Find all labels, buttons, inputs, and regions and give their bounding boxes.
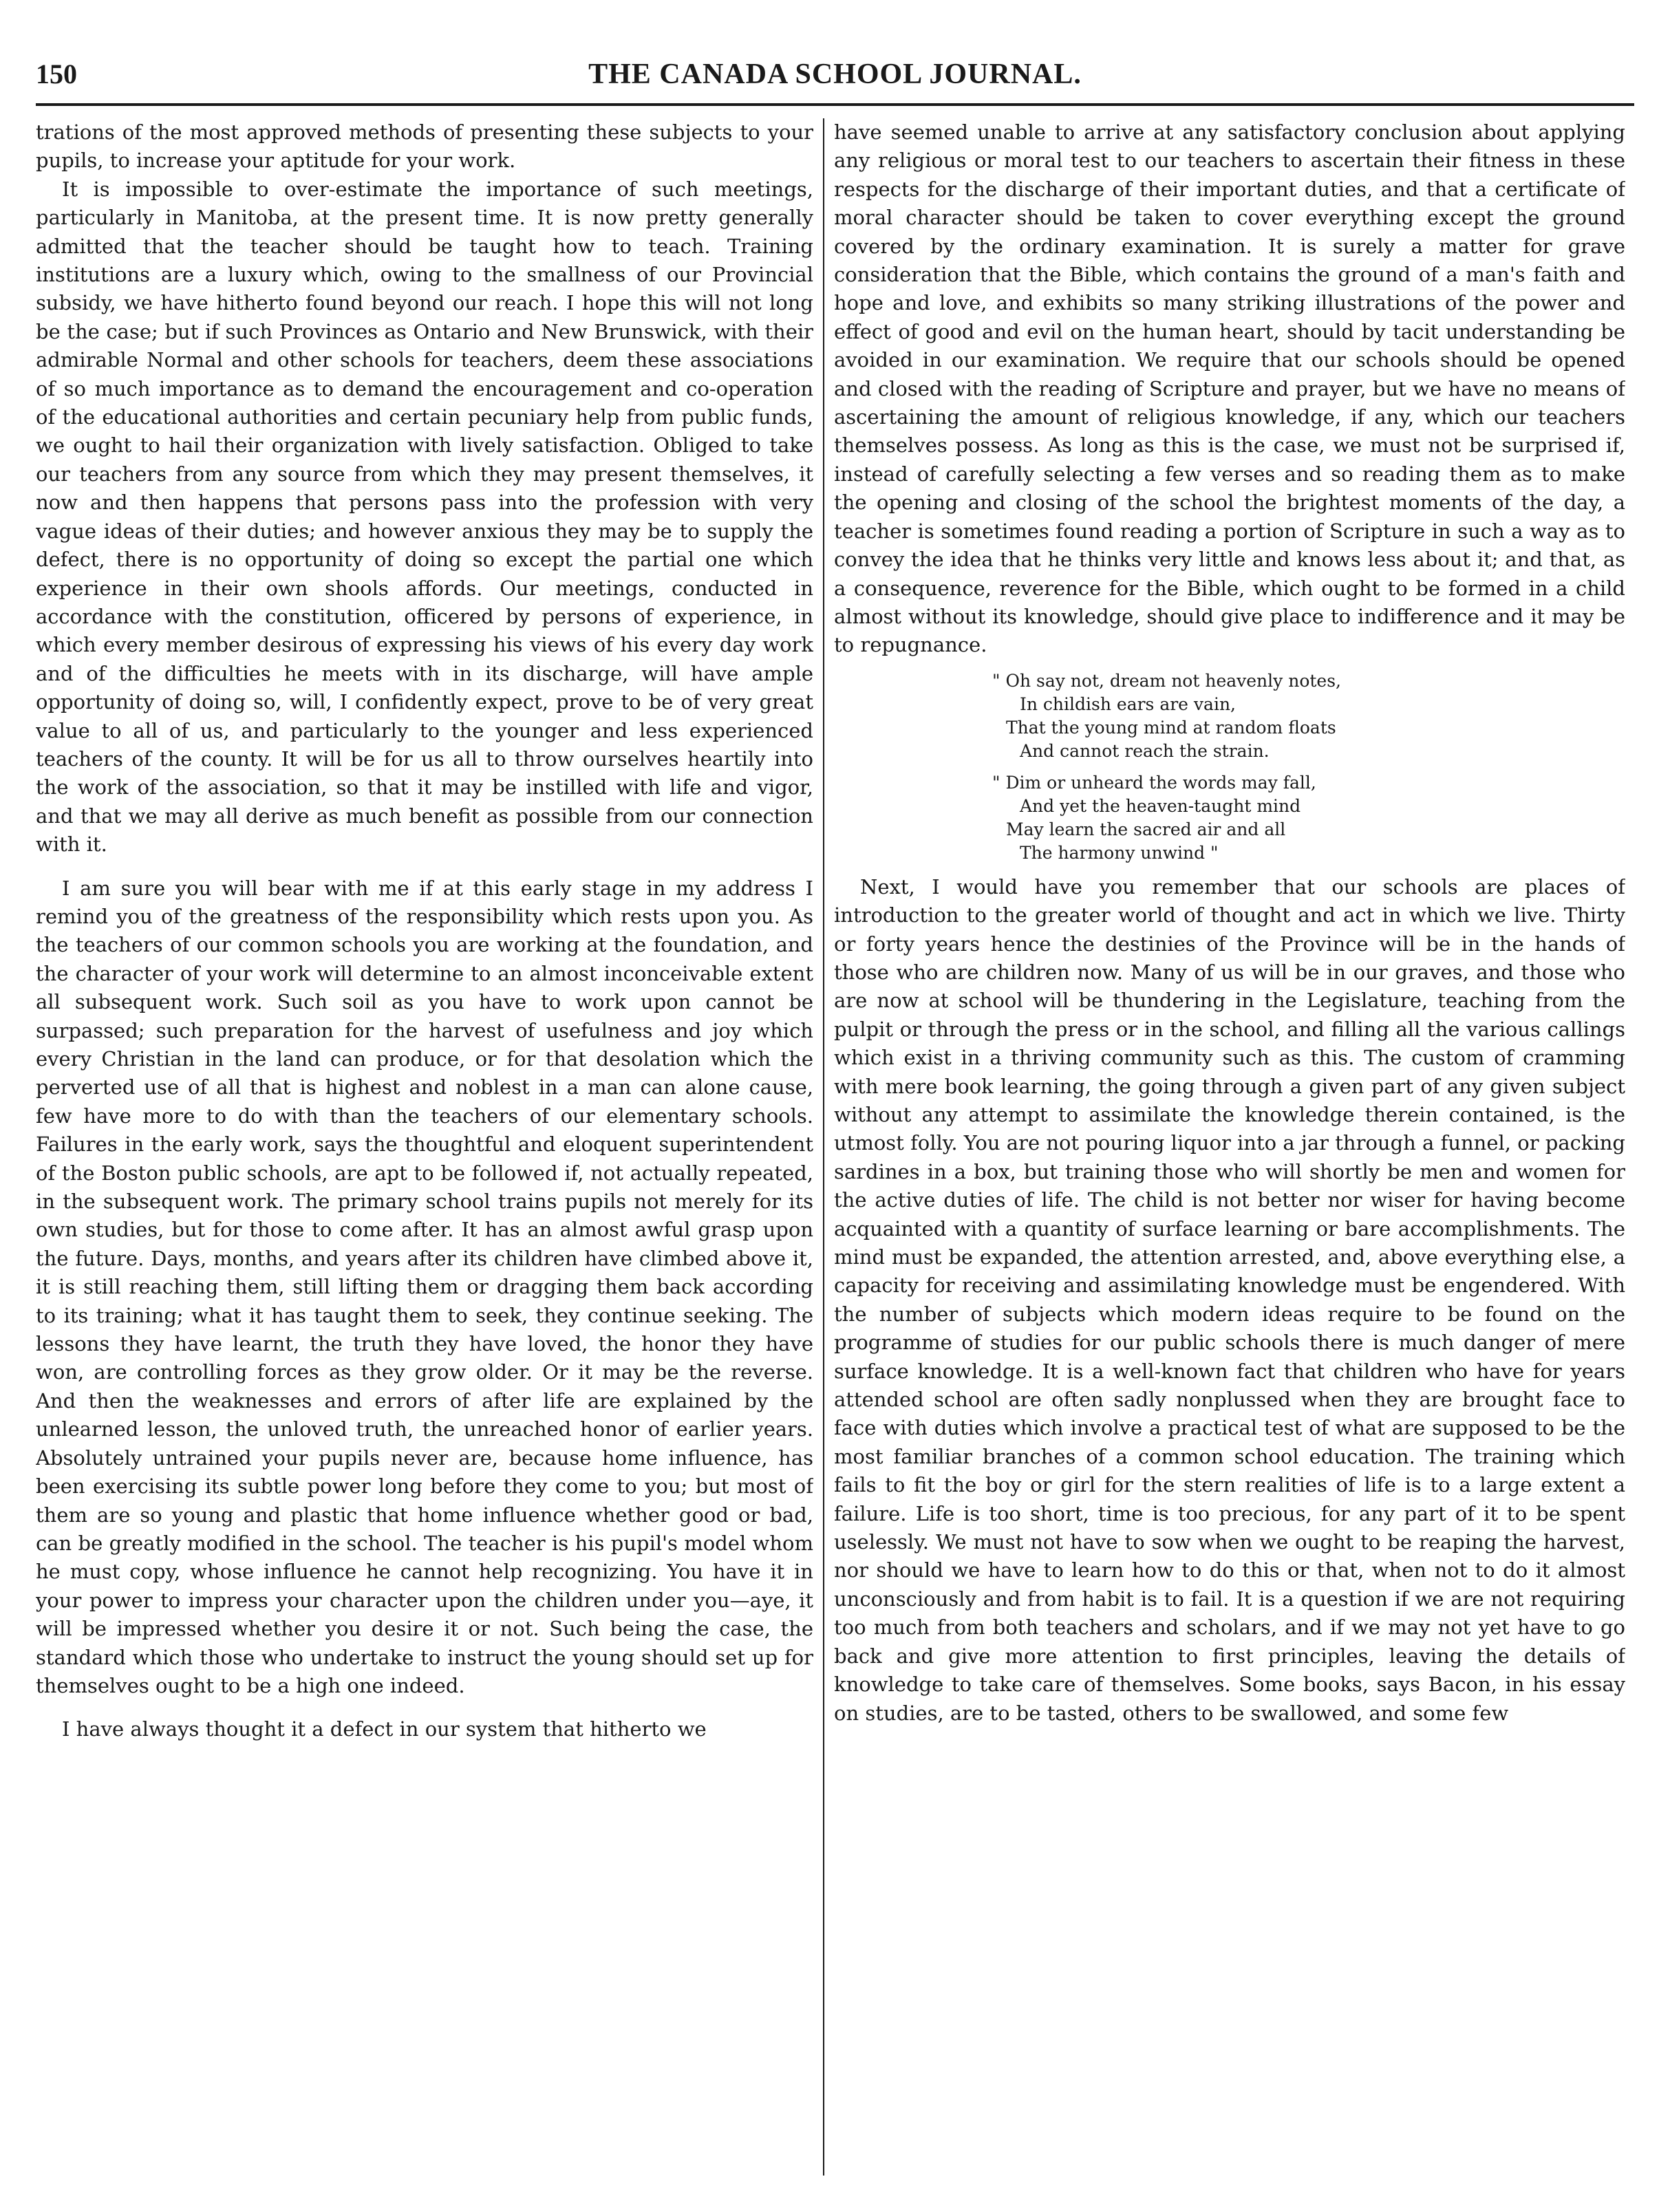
verse-line: " Dim or unheard the words may fall,: [992, 772, 1316, 793]
paragraph: Next, I would have you remember that our schools are places of introduction to the greater world of thought and act in which we live. Thirty or forty years hence the destinies of the Province will be in the hands of those who are children now. Many of us will be in our graves, and those who are now at school will be thundering in the Legislature, teaching from the pulpit or through the press or in the school, and filling all the various callings which exist in a thriving community such as this. The custom of cramming with mere book learning, the going through a given part of any given subject without any attempt to assimilate the knowledge therein contained, is the utmost folly. You are not pouring liquor into a jar through a funnel, or packing sardines in a box, but training those who will shortly be men and women for the active duties of life. The child is not better nor wiser for having become acquainted with a quantity of surface learning or bare accomplishments. The mind must be expanded, the attention arrested, and, above everything else, a capacity for receiving and assimilating knowledge must be engendered. With the number of subjects which modern ideas require to be found on the programme of studies for our public schools there is much danger of mere surface knowledge. It is a well-known fact that children who have for years attended school are often sadly nonplussed when they are brought face to face with duties which involve a practical test of what are supposed to be the most familiar branches of a common school education. The training which fails to fit the boy or girl for the stern realities of life is to a large extent a failure. Life is too short, time is too precious, for any part of it to be spent uselessly. We must not have to sow when we ought to be reaping the harvest, nor should we have to learn how to do this or that, when not to do it almost unconsciously and from habit is to fail. It is a question if we are not requiring too much from both teachers and scholars, and if we may not yet have to go back and give more attention to first principles, leaving the details of knowledge to take care of themselves. Some books, says Bacon, in his essay on studies, are to be tasted, others to be swallowed, and some few: [834, 874, 1625, 1725]
header-rule: [36, 103, 1634, 106]
left-column: [36, 118, 813, 2182]
page-number: 150: [36, 58, 77, 89]
verse-line: That the young mind at random floats: [1006, 717, 1336, 738]
verse-stanza: [834, 669, 1625, 763]
page-header: [36, 58, 1634, 99]
verse-quotation: [834, 669, 1625, 865]
paragraph: It is impossible to over-estimate the importance of such meetings, particularly in Manitoba, at the present time. It is now pretty generally admitted that the teacher should be taught how to teach. Training institutions are a luxury which, owing to the smallness of our Provincial subsidy, we have hitherto found beyond our reach. I hope this will not long be the case; but if such Provinces as Ontario and New Brunswick, with their admirable Normal and other schools for teachers, deem these associations of so much importance as to demand the encouragement and co-operation of the educational authorities and certain pecuniary help from public funds, we ought to hail their organization with lively satisfaction. Obliged to take our teachers from any source from which they may present themselves, it now and then happens that persons pass into the profession with very vague ideas of their duties; and however anxious they may be to supply the defect, there is no opportunity of doing so except the partial one which experience in their own shools affords. Our meetings, conducted in accordance with the constitution, officered by persons of experience, in which every member desirous of expressing his views of his every day work and of the difficulties he meets with in its discharge, will have ample opportunity of doing so, will, I confidently expect, prove to be of very great value to all of us, and particularly to the younger and less experienced teachers of the county. It will be for us all to throw ourselves heartily into the work of the association, so that it may be instilled with life and vigor, and that we may all derive as much benefit as possible from our connection with it.: [36, 177, 813, 857]
verse-line: The harmony unwind ": [1020, 842, 1219, 863]
journal-title: THE CANADA SCHOOL JOURNAL.: [588, 58, 1082, 90]
verse-line: And yet the heaven-taught mind: [1020, 795, 1301, 816]
paragraph: have seemed unable to arrive at any satisfactory conclusion about applying any religious or moral test to our teachers to ascertain their fitness in these respects for the discharge of their important duties, and that a certificate of moral character should be taken to cover everything except the ground covered by the ordinary examination. It is surely a matter for grave consideration that the Bible, which contains the ground of a man's faith and hope and love, and exhibits so many striking illustrations of the power and effect of good and evil on the human heart, should by tacit understanding be avoided in our examination. We require that our schools should be opened and closed with the reading of Scripture and prayer, but we have no means of ascertaining the amount of religious knowledge, if any, which our teachers themselves possess. As long as this is the case, we must not be surprised if, instead of carefully selecting a few verses and so reading them as to make the opening and closing of the school the brightest moments of the day, a teacher is sometimes found reading a portion of Scripture in such a way as to convey the idea that he thinks very little and knows less about it; and that, as a consequence, reverence for the Bible, which ought to be formed in a child almost without its knowledge, should give place to indifference and it may be to repugnance.: [834, 120, 1625, 657]
paragraph: trations of the most approved methods of presenting these subjects to your pupils, to increase your aptitude for your work.: [36, 120, 813, 173]
verse-line: And cannot reach the strain.: [1020, 740, 1270, 761]
verse-line: " Oh say not, dream not heavenly notes,: [992, 670, 1341, 691]
verse-stanza: [834, 771, 1625, 865]
column-divider: [823, 118, 824, 2176]
paragraph: I have always thought it a defect in our system that hitherto we: [62, 1717, 707, 1741]
verse-line: In childish ears are vain,: [1020, 694, 1236, 714]
right-column: [834, 118, 1625, 2182]
paragraph: I am sure you will bear with me if at this early stage in my address I remind you of the greatness of the responsibility which rests upon you. As the teachers of our common schools you are working at the foundation, and the character of your work will determine to an almost inconceivable extent all subsequent work. Such soil as you have to work upon cannot be surpassed; such preparation for the harvest of usefulness and joy which every Christian in the land can produce, or for that desolation which the perverted use of all that is highest and noblest in a man can alone cause, few have more to do with than the teachers of our elementary schools. Failures in the early work, says the thoughtful and eloquent superintendent of the Boston public schools, are apt to be followed if, not actually repeated, in the subsequent work. The primary school trains pupils not merely for its own studies, but for those to come after. It has an almost awful grasp upon the future. Days, months, and years after its children have climbed above it, it is still reaching them, still lifting them or dragging them back according to its training; what it has taught them to seek, they continue seeking. The lessons they have learnt, the truth they have loved, the honor they have won, are controlling forces as they grow older. Or it may be the reverse. And then the weaknesses and errors of after life are explained by the unlearned lesson, the unloved truth, the unreached honor of earlier years. Absolutely untrained your pupils never are, because home influence, has been exercising its subtle power long before they come to you; but most of them are so young and plastic that home influence whether good or bad, can be greatly modified in the school. The teacher is his pupil's model whom he must copy, whose influence he cannot help recognizing. You have it in your power to impress your character upon the children under you—aye, it will be impressed whether you desire it or not. Such being the case, the standard which those who undertake to instruct the young should set up for themselves ought to be a high one indeed.: [36, 876, 813, 1697]
verse-line: May learn the sacred air and all: [1006, 819, 1286, 839]
